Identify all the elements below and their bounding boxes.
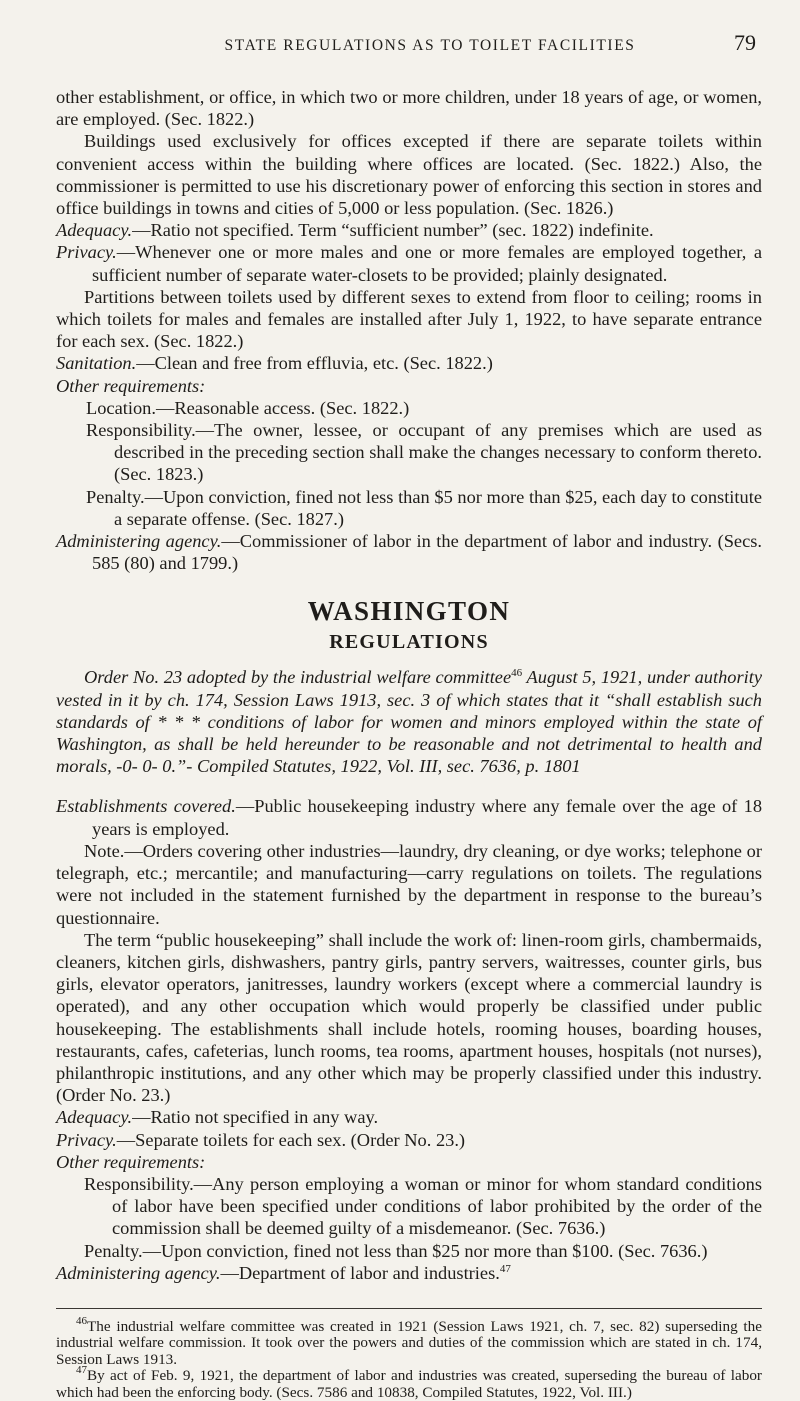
admin-agency-paragraph [56, 530, 762, 574]
admin-agency-text: —Commissioner of labor in the department of labor and industry. (Secs. 585 (80) and 1799.) [92, 531, 763, 574]
wa-penalty-paragraph: Penalty.—Upon conviction, fined not less than $25 nor more than $100. (Sec. 7636.) [84, 1240, 708, 1261]
wa-adequacy-text: —Ratio not specified in any way. [132, 1107, 379, 1128]
state-heading: WASHINGTON [307, 596, 511, 627]
order-text-start: Order No. 23 adopted by the industrial welfare committee [84, 667, 512, 688]
regulations-subheading: REGULATIONS [329, 631, 489, 654]
wa-other-requirements-label: Other requirements: [56, 1151, 206, 1172]
order-paragraph [56, 666, 762, 777]
running-title: STATE REGULATIONS AS TO TOILET FACILITIES [224, 37, 636, 54]
footnote-divider [56, 1308, 762, 1309]
wa-privacy-label: Privacy. [56, 1129, 117, 1150]
wa-adequacy-label: Adequacy. [56, 1107, 133, 1128]
note-paragraph: Note.—Orders covering other industries—laundry, dry cleaning, or dye works; telephone or telegraph, etc.; mercantile; and manufacturing—carry regulations on toilets. The regulations were not included in the statement furnished by the department in response to the bureau’s questionnaire. [56, 840, 762, 928]
wa-responsibility-paragraph: Responsibility.—Any person employing a woman or minor for whom standard conditions of labor have been specified under conditions of labor prohibited by the order of the commission shall be deemed guilty of a misdemeanor. (Sec. 7636.) [84, 1173, 762, 1239]
intro-paragraph: other establishment, or office, in which two or more children, under 18 years of age, or women, are employed. (Sec. 1822.) [56, 87, 762, 130]
footnote-ref-47: 47 [499, 1262, 511, 1275]
privacy-paragraph [56, 241, 762, 285]
footnote-ref-46: 46 [511, 667, 523, 680]
wa-privacy-paragraph [56, 1129, 762, 1151]
admin-agency-label: Administering agency. [56, 531, 222, 552]
buildings-paragraph: Buildings used exclusively for offices excepted if there are separate toilets within convenient access within the building where offices are located. (Sec. 1822.) Also, the commissioner is permitted to use his discretionary power of enforcing this section in stores and office buildings in towns and cities of 5,000 or less population. (Sec. 1826.) [56, 131, 762, 219]
running-header [56, 30, 762, 56]
footnote-47-text: By act of Feb. 9, 1921, the department of labor and industries was created, superseding the bureau of labor which had been the enforcing body. (Secs. 7586 and 10838, Compiled Statutes, 1922, Vol. III.) [56, 1367, 762, 1401]
sanitation-paragraph [56, 352, 762, 374]
partitions-paragraph: Partitions between toilets used by different sexes to extend from floor to ceiling; rooms in which toilets for males and females are installed after July 1, 1922, to have separate entrance for each sex. (Sec. 1822.) [56, 286, 762, 352]
footnote-46-text: The industrial welfare committee was created in 1921 (Session Laws 1921, ch. 7, sec. 82) superseding the industrial welfare commission. It took over the powers and duties of the commission which are stated in ch. 174, Session Laws 1913. [56, 1317, 762, 1368]
wa-admin-agency-label: Administering agency. [56, 1262, 221, 1283]
privacy-text: —Whenever one or more males and one or more females are employed together, a sufficient number of separate water-closets to be provided; plainly designated. [92, 242, 762, 285]
wa-privacy-text: —Separate toilets for each sex. (Order No. 23.) [116, 1129, 466, 1150]
establishments-label: Establishments covered. [56, 796, 236, 817]
establishments-text: —Public housekeeping industry where any female over the age of 18 years is employed. [92, 796, 763, 839]
adequacy-text: —Ratio not specified. Term “sufficient number” (sec. 1822) indefinite. [132, 220, 654, 241]
adequacy-label: Adequacy. [56, 220, 133, 241]
wa-admin-agency-paragraph [56, 1262, 762, 1284]
wa-admin-agency-text: —Department of labor and industries. [220, 1262, 500, 1283]
wa-adequacy-paragraph [56, 1106, 762, 1128]
public-housekeeping-paragraph: The term “public housekeeping” shall include the work of: linen-room girls, chambermaids, cleaners, kitchen girls, dishwashers, pantry girls, pantry servers, waitresses, counter girls, bus girls, elevator operators, janitresses, laundry workers (except where a commercial laundry is operated), and any other occupation which would properly be classified under public housekeeping. The establishments shall include hotels, rooming houses, boarding houses, restaurants, cafes, cafeterias, lunch rooms, tea rooms, apartment houses, hospitals (not nurses), philanthropic institutions, and any other which may be properly classified under this industry. (Order No. 23.) [56, 929, 762, 1106]
footnote-47 [56, 1364, 762, 1401]
other-requirements-label: Other requirements: [56, 375, 206, 396]
footnote-47-marker: 47 [76, 1364, 87, 1377]
location-paragraph: Location.—Reasonable access. (Sec. 1822.) [86, 397, 410, 418]
sanitation-label: Sanitation. [56, 353, 137, 374]
establishments-paragraph [56, 795, 762, 839]
footnote-46-marker: 46 [76, 1314, 87, 1327]
footnote-46 [56, 1314, 762, 1369]
order-text-end: August 5, 1921, under authority vested in it by ch. 174, Session Laws 1913, sec. 3 of which states that it “shall establish such standards of * * * conditions of labor for women and minors employed within the state of Washington, as shall be held hereunder to be reasonable and not detrimental to health and morals, -0- 0- 0.”- Compiled Statutes, 1922, Vol. III, sec. 7636, p. 1801 [56, 667, 762, 777]
privacy-label: Privacy. [56, 242, 117, 263]
penalty-paragraph: Penalty.—Upon conviction, fined not less than $5 nor more than $25, each day to constitute a separate offense. (Sec. 1827.) [86, 486, 762, 529]
page-number: 79 [734, 30, 756, 55]
adequacy-paragraph [56, 219, 762, 241]
responsibility-paragraph: Responsibility.—The owner, lessee, or occupant of any premises which are used as described in the preceding section shall make the changes necessary to conform thereto. (Sec. 1823.) [86, 420, 762, 485]
sanitation-text: —Clean and free from effluvia, etc. (Sec. 1822.) [136, 353, 493, 374]
